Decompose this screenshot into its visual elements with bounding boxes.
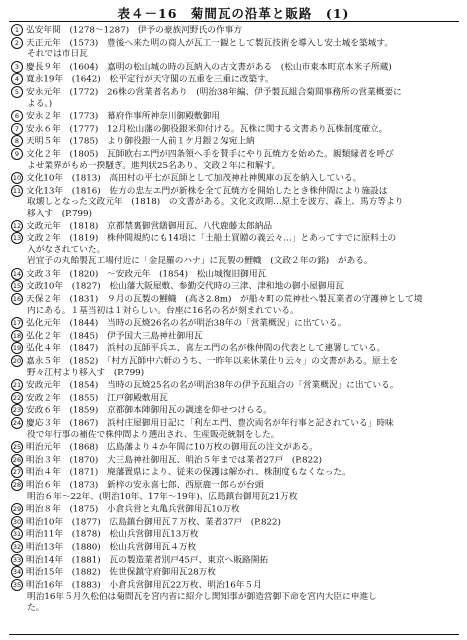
- table-row: [9, 492, 459, 503]
- entry-text: 安永元年 (1772) 26株の営業者名あり (明治38年編、伊予製瓦組合菊間事務所の営業概要に: [26, 87, 402, 98]
- entry-number: 4: [11, 73, 23, 85]
- table-row: [9, 148, 459, 161]
- entry-number: 20: [12, 356, 22, 365]
- table-row: [9, 61, 459, 74]
- table-row: [9, 37, 459, 50]
- entry-number: 16: [12, 294, 22, 303]
- entry-text: 明治13年 (1880) 松山兵営御用瓦４万枚: [26, 542, 197, 553]
- entry-number: 34: [12, 568, 22, 577]
- table-row: [9, 280, 459, 293]
- entry-text: 弘化４年 (1847) 浜村の瓦師平兵エ、喜左エ門の名が株仲間の代表として連署している。: [26, 343, 386, 354]
- table-row: [9, 454, 459, 467]
- table-row: [9, 541, 459, 554]
- entry-text: よる。): [27, 98, 53, 109]
- entry-number: 12: [12, 221, 22, 230]
- table-row: [9, 430, 459, 441]
- entry-text: 明治元年 (1868) 広島藩より４か年間に10万枚の御用瓦の注文がある。: [26, 442, 318, 453]
- entry-text: 入がなされていた。: [27, 245, 106, 256]
- entry-number: 28: [12, 481, 22, 490]
- entry-number: 21: [12, 380, 22, 389]
- table-row: [9, 86, 459, 99]
- history-table: [9, 21, 459, 635]
- entry-text: 弘安年間 (1278～1287) 伊予の豪族河野氏の作事方: [26, 25, 243, 36]
- entry-number: 19: [12, 344, 22, 353]
- entry-number: 11: [12, 186, 22, 195]
- table-title: 表４－16 菊間瓦の沿革と販路 (1): [117, 6, 350, 21]
- entry-number: 14: [12, 269, 22, 278]
- entry-number: 33: [12, 555, 22, 564]
- table-row: [9, 404, 459, 417]
- entry-number: 26: [12, 455, 22, 464]
- table-row: [9, 209, 459, 220]
- entry-text: 寛永19年 (1642) 松平定行が天守閣の五重を三重に改築す。: [26, 74, 274, 85]
- table-row: [9, 592, 459, 603]
- entry-number: 31: [12, 530, 22, 539]
- table-row: [9, 479, 459, 492]
- table-row: [9, 110, 459, 123]
- entry-number: 10: [12, 173, 22, 182]
- entry-number: 17: [12, 318, 22, 327]
- entry-number: 25: [12, 442, 22, 451]
- table-row: [9, 268, 459, 281]
- entry-number: 1: [11, 24, 23, 36]
- entry-number: 29: [12, 504, 22, 513]
- entry-text: 弘化元年 (1844) 当時の瓦焼26名の名が明治38年の「営業概況」に出ている。: [26, 318, 347, 329]
- table-row: [9, 516, 459, 529]
- table-row: [9, 603, 459, 614]
- table-row: [9, 466, 459, 479]
- entry-text: 明治10年 (1877) 広島鎮台御用瓦７万枚、業者37戸 (P.822): [26, 517, 281, 528]
- table-row: [9, 417, 459, 430]
- table-row: [9, 161, 459, 172]
- table-row: [9, 99, 459, 110]
- entry-text: 文化２年 (1805) 瓦師欧右エ門が四条領へ手を賛手にやり瓦焼方を始めた。親類縁者を呼び: [26, 149, 394, 160]
- entry-text: 内にある。１基当初は１対らしい。台座に16名の名が刻まれている。: [27, 305, 299, 316]
- table-row: [9, 256, 459, 267]
- entry-text: よせ業界がもめ一揆騒ぎ。進判状25名あり、文政２年に和解す。: [27, 160, 281, 171]
- entry-text: 文政元年 (1818) 京都禁裏御営繕御用瓦、八代鹿藤太郎納品: [26, 221, 273, 232]
- entry-number: 6: [11, 110, 23, 122]
- table-row: [9, 49, 459, 60]
- entry-text: 文政２年 (1819) 株仲間規約にも14項に「土船土買贈の義云々…」とあってすでに原料土の: [26, 233, 397, 244]
- entry-text: 安永２年 (1773) 幕府作事所神奈川御殿敷御用: [26, 111, 220, 122]
- entry-text: 明治４年 (1871) 廃藩置県により、従来の保護は解かれ、株制度もなくなった。: [26, 467, 351, 478]
- entry-number: 13: [12, 234, 22, 243]
- table-row: [9, 528, 459, 541]
- entry-number: 30: [12, 517, 22, 526]
- entry-number: 3: [11, 61, 23, 73]
- entry-text: 弘化２年 (1845) 伊予国大三島神社御用瓦: [26, 331, 203, 342]
- entry-text: 明治11年 (1878) 松山兵営御用瓦13万枚: [26, 529, 199, 540]
- table-row: [9, 135, 459, 148]
- table-row: [9, 317, 459, 330]
- table-row: [9, 566, 459, 579]
- table-row: [9, 355, 459, 368]
- entry-text: 野々江村より移入す (P.799): [27, 367, 145, 378]
- table-row: [9, 306, 459, 317]
- entry-text: 慶応３年 (1867) 浜村庄屋御用日記に「利左エ門、豊次両名が年行事と記されている」時味: [26, 418, 394, 429]
- entry-text: 文政10年 (1827) 松山藩大阪屋敷、参勤交代時の三津、津和地の御小屋御用瓦: [26, 281, 344, 292]
- table-row: [9, 245, 459, 256]
- entry-text: 明治16年５月久松伯は菊間瓦を宮内省に紹介し関知事が御造営御下命を宮内大臣に申進し: [27, 591, 377, 602]
- entry-text: 明治６年～22年、(明治10年、17年～19年)、広島鎮台御用瓦21万枚: [27, 491, 298, 502]
- table-row: [9, 441, 459, 454]
- entry-number: 7: [11, 123, 23, 135]
- entry-text: 安政６年 (1859) 京都御本陣御用瓦の調達を仰せつけらる。: [26, 405, 273, 416]
- table-row: [9, 392, 459, 405]
- entry-text: それでは市日瓦: [27, 49, 88, 60]
- entry-text: 天明５年 (1785) より御役銀一人前１ケ月銀２匁宛上納: [26, 136, 255, 147]
- table-row: [9, 185, 459, 198]
- entry-text: 明治６年 (1873) 新梓の安永喜七郎、西原鹿一郎らが台頭: [26, 480, 264, 491]
- entry-text: 明治15年 (1882) 佐世保鎮守府御用瓦28万枚: [26, 567, 216, 578]
- entry-text: 文化10年 (1813) 高田村の平七が瓦師として加茂神社神興庫の瓦を納入している。: [26, 173, 362, 184]
- entry-number: 9: [11, 148, 23, 160]
- entry-number: 23: [12, 406, 22, 415]
- table-row: [9, 554, 459, 567]
- entry-text: 天正元年 (1573) 豊後へ来た明の商人が瓦工一観として製瓦技術を導入し安土城を築城す。: [26, 38, 394, 49]
- entry-text: た。: [27, 603, 45, 614]
- entry-number: 27: [12, 468, 22, 477]
- entry-number: 32: [12, 543, 22, 552]
- table-row: [9, 342, 459, 355]
- entry-number: 5: [11, 86, 23, 98]
- entry-number: 18: [12, 331, 22, 340]
- entry-text: 文政３年 (1820) ～安政元年 (1854) 松山城復旧御用瓦: [26, 269, 267, 280]
- entry-number: 8: [11, 135, 23, 147]
- entry-number: 24: [12, 419, 22, 427]
- entry-text: 安永６年 (1777) 12月松山藩の御役銀米仰付ける。瓦株に関する文書あり瓦株制度確立。: [26, 124, 388, 135]
- table-row: [9, 232, 459, 245]
- entry-text: 文化13年 (1816) 佐方の忠左エ門が新株を全て瓦焼方を開始したとき株仲間により施設は: [26, 186, 388, 197]
- entry-text: 明治３年 (1870) 大三島神社御用瓦、明治５年までは業者27戸 (P.822): [26, 455, 323, 466]
- entry-text: 天保２年 (1831) ９月の瓦製の鯉幟 (高さ2.8m) が船々町の荒神社へ製瓦業者の守護神として境: [26, 294, 423, 305]
- entry-number: 35: [12, 581, 22, 590]
- table-row: [9, 172, 459, 185]
- entry-text: 取壊しとなった文政元年 (1818) の文書がある。文化文政期…原土を波方、森上、馬方等より: [27, 197, 404, 208]
- table-row: [9, 579, 459, 592]
- entry-text: 明治８年 (1875) 小倉兵営と丸亀兵営御用瓦10万枚: [26, 504, 240, 515]
- entry-text: 慶長９年 (1604) 嘉明の松山城の時の瓦納入の古文書がある (松山市東本町京本米子所蔵): [26, 62, 392, 73]
- entry-text: 岩宜子の丸飴製瓦工場付近に「金昆羅のハナ」に瓦製の鯉幟 (文政２年の銘) がある。: [27, 256, 373, 267]
- table-row: [9, 24, 459, 37]
- table-row: [9, 197, 459, 208]
- table-row: [9, 220, 459, 233]
- table-row: [9, 379, 459, 392]
- table-row: [9, 123, 459, 136]
- entry-number: 22: [12, 393, 22, 402]
- table-row: [9, 73, 459, 86]
- entry-text: 役で年行事の補佐で株仲間より選出され、生産販売統制をした。: [27, 429, 280, 440]
- table-row: [9, 368, 459, 379]
- table-row: [9, 330, 459, 343]
- entry-text: 嘉永５年 (1852) 「村方瓦師中六軒のうち、一昨年以来休業仕り云々」の文書がある。原土を: [26, 356, 399, 367]
- entry-text: 移入す (P.799): [27, 208, 92, 219]
- entry-text: 安政元年 (1854) 当時の瓦焼25名の名が明治38年の伊予瓦組合の「営業概況」に出ている。: [26, 380, 399, 391]
- entry-text: 明治16年 (1883) 小倉兵営御用瓦22万枚、明治16年５月: [26, 580, 262, 591]
- entry-text: 安政２年 (1855) 江戸御殿敷用瓦: [26, 393, 168, 404]
- entry-text: 明治14年 (1881) 瓦の製造業者別戸45戸、東京へ販路開拓: [26, 555, 269, 566]
- entry-number: 2: [11, 37, 23, 49]
- entry-number: 15: [12, 282, 22, 291]
- table-row: [9, 503, 459, 516]
- table-row: [9, 293, 459, 306]
